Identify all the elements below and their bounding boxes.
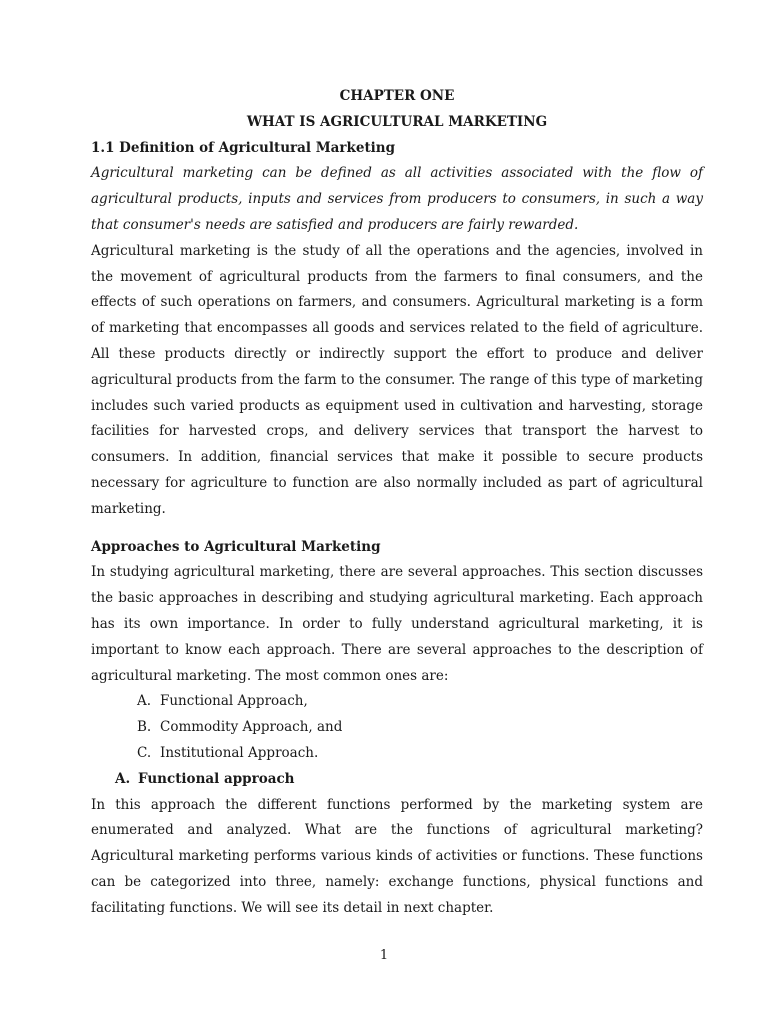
paragraph-agricultural-marketing: Agricultural marketing is the study of all the operations and the agencies, involved in the movement of agricultural products from the farmers to final consumers, and the effects of such operations on farmers, and consumers. Agricultural marketing is a form of marketing that encompasses all goods and services related to the field of agriculture. All these products directly or indirectly support the effort to produce and deliver agricultural products from the farm to the consumer. The range of this type of marketing includes such varied products as equipment used in cultivation and harvesting, storage facilities for harvested crops, and delivery services that transport the harvest to consumers. In addition, financial services that make it possible to secure products necessary for agriculture to function are also normally included as part of agricultural marketing. [91, 242, 703, 517]
approaches-paragraph: In studying agricultural marketing, there are several approaches. This section discusses the basic approaches in describing and studying agricultural marketing. Each approach has its own importance. In order to fully understand agricultural marketing, it is important to know each approach. There are several approaches to the description of agricultural marketing. The most common ones are: [91, 564, 703, 684]
definition-paragraph: Agricultural marketing can be defined as all activities associated with the flow of agricultural products, inputs and services from producers to consumers, in such a way that consumer's needs are satisfied and producers are fairly rewarded. [91, 165, 703, 233]
chapter-label: CHAPTER ONE [339, 88, 455, 104]
functional-approach-paragraph: In this approach the different functions performed by the marketing system are enumerated and analyzed. What are the functions of agricultural marketing? Agricultural marketing performs various kinds of activities or functions. These functions can be categorized into three, namely: exchange functions, physical functions and facilitating functions. We will see its detail in next chapter. [91, 796, 703, 916]
spacer [91, 523, 703, 535]
approaches-list [91, 689, 703, 766]
approaches-heading: Approaches to Agricultural Marketing [91, 538, 381, 555]
list-item: B. Commodity Approach, and [137, 719, 343, 736]
list-item: A. Functional Approach, [137, 693, 308, 710]
chapter-title: WHAT IS AGRICULTURAL MARKETING [246, 113, 548, 130]
document-page [91, 84, 703, 922]
list-item: C. Institutional Approach. [137, 744, 319, 761]
functional-approach-heading: A. Functional approach [115, 770, 295, 787]
section-heading: 1.1 Definition of Agricultural Marketing [91, 139, 396, 156]
page-number: 1 [379, 948, 389, 963]
